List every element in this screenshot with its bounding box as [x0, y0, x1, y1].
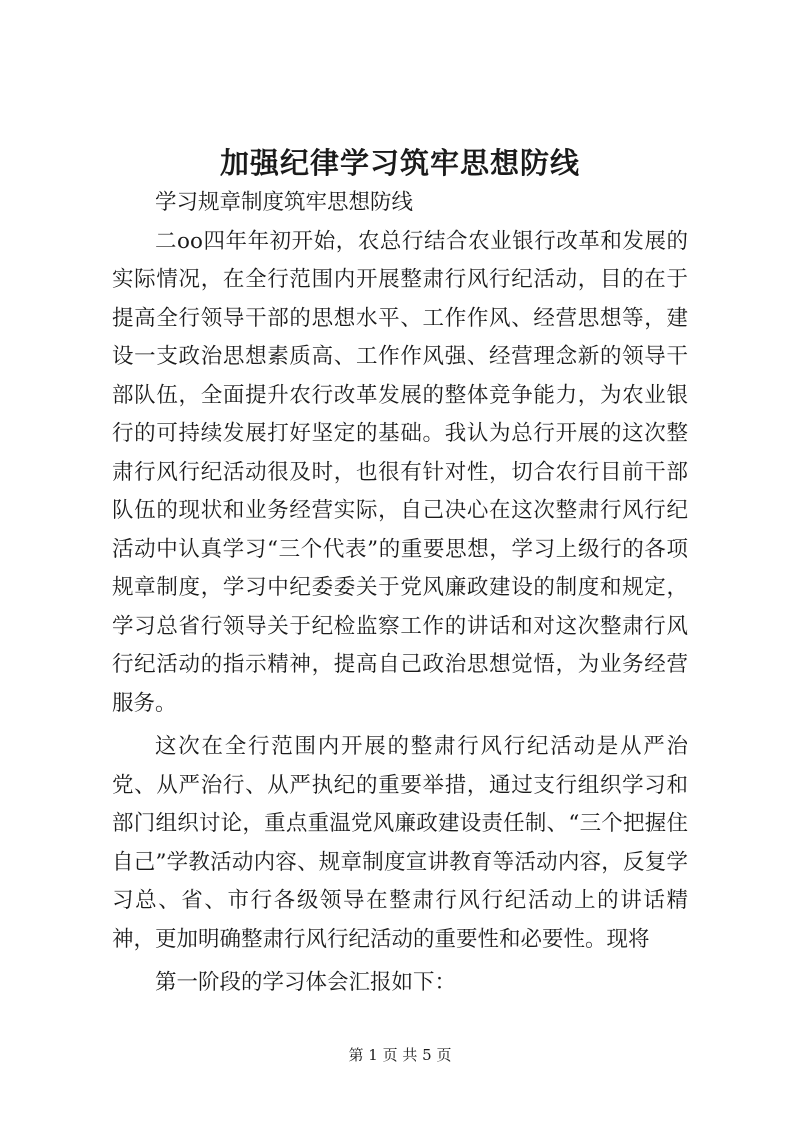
body-paragraph: 二oo四年年初开始，农总行结合农业银行改革和发展的实际情况，在全行范围内开展整肃行风行纪活动，目的在于提高全行领导干部的思想水平、工作作风、经营思想等，建设一支政治思想素质高、工作作风强、经营理念新的领导干部队伍，全面提升农行改革发展的整体竞争能力，为农业银行的可持续发展打好坚定的基础。我认为总行开展的这次整肃行风行纪活动很及时，也很有针对性，切合农行目前干部队伍的现状和业务经营实际，自己决心在这次整肃行风行纪活动中认真学习“三个代表”的重要思想，学习上级行的各项规章制度，学习中纪委委关于党风廉政建设的制度和规定，学习总省行领导关于纪检监察工作的讲话和对这次整肃行风行纪活动的指示精神，提高自己政治思想觉悟，为业务经营服务。	[112, 228, 688, 716]
page-number-footer: 第 1 页 共 5 页	[348, 1046, 452, 1064]
page-title: 加强纪律学习筑牢思想防线	[219, 146, 580, 180]
body-paragraph: 这次在全行范围内开展的整肃行风行纪活动是从严治党、从严治行、从严执纪的重要举措，通过支行组织学习和部门组织讨论，重点重温党风廉政建设责任制、“三个把握住自己”学教活动内容、规章制度宣讲教育等活动内容，反复学习总、省、市行各级领导在整肃行风行纪活动上的讲话精神，更加明确整肃行风行纪活动的重要性和必要性。现将	[112, 734, 688, 952]
document-body	[112, 184, 688, 1003]
body-paragraph: 第一阶段的学习体会汇报如下：	[155, 970, 457, 995]
document-subtitle: 学习规章制度筑牢思想防线	[155, 190, 414, 215]
